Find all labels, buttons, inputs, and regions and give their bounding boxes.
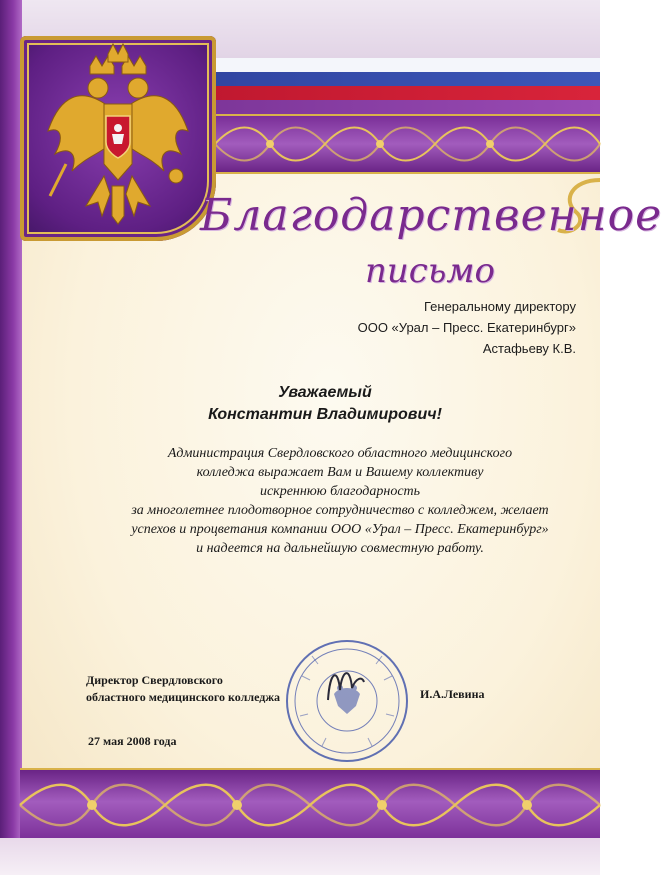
emblem-frame	[20, 36, 216, 241]
addressee-name: Астафьеву К.В.	[482, 341, 576, 356]
body-line: искреннюю благодарность	[259, 484, 421, 499]
addressee-block	[256, 296, 576, 359]
body-line: за многолетнее плодотворное сотрудничество с колледжем, желает	[131, 503, 549, 518]
bottom-ornament-border	[20, 768, 600, 842]
left-decorative-band	[0, 0, 22, 875]
greeting-line-2: Константин Владимирович!	[208, 406, 442, 423]
top-ornament-border	[215, 114, 600, 174]
signatory-title-line-1: Директор Свердловского	[86, 673, 223, 687]
body-line: Администрация Свердловского областного медицинского	[167, 446, 513, 461]
handwritten-signature-icon	[320, 660, 370, 710]
body-line: и надеется на дальнейшую совместную работу.	[196, 541, 484, 556]
signatory-title-line-2: областного медицинского колледжа	[86, 690, 281, 704]
addressee-position: Генеральному директору	[424, 299, 576, 314]
addressee-company: ООО «Урал – Пресс. Екатеринбург»	[357, 320, 576, 335]
greeting	[100, 382, 550, 426]
letter-date: 27 мая 2008 года	[88, 734, 177, 748]
body-line: колледжа выражает Вам и Вашему коллективу	[196, 465, 484, 480]
greeting-line-1: Уважаемый	[278, 384, 372, 401]
letter-title: Благодарственное	[200, 190, 662, 241]
bottom-decorative-band	[0, 838, 600, 875]
letter-body	[95, 444, 585, 558]
signer-name: И.А.Левина	[420, 687, 485, 701]
body-line: успехов и процветания компании ООО «Урал – Пресс. Екатеринбург»	[131, 522, 549, 537]
letter-title-second-line: письмо	[364, 251, 495, 291]
double-headed-eagle-emblem-icon	[20, 36, 216, 241]
